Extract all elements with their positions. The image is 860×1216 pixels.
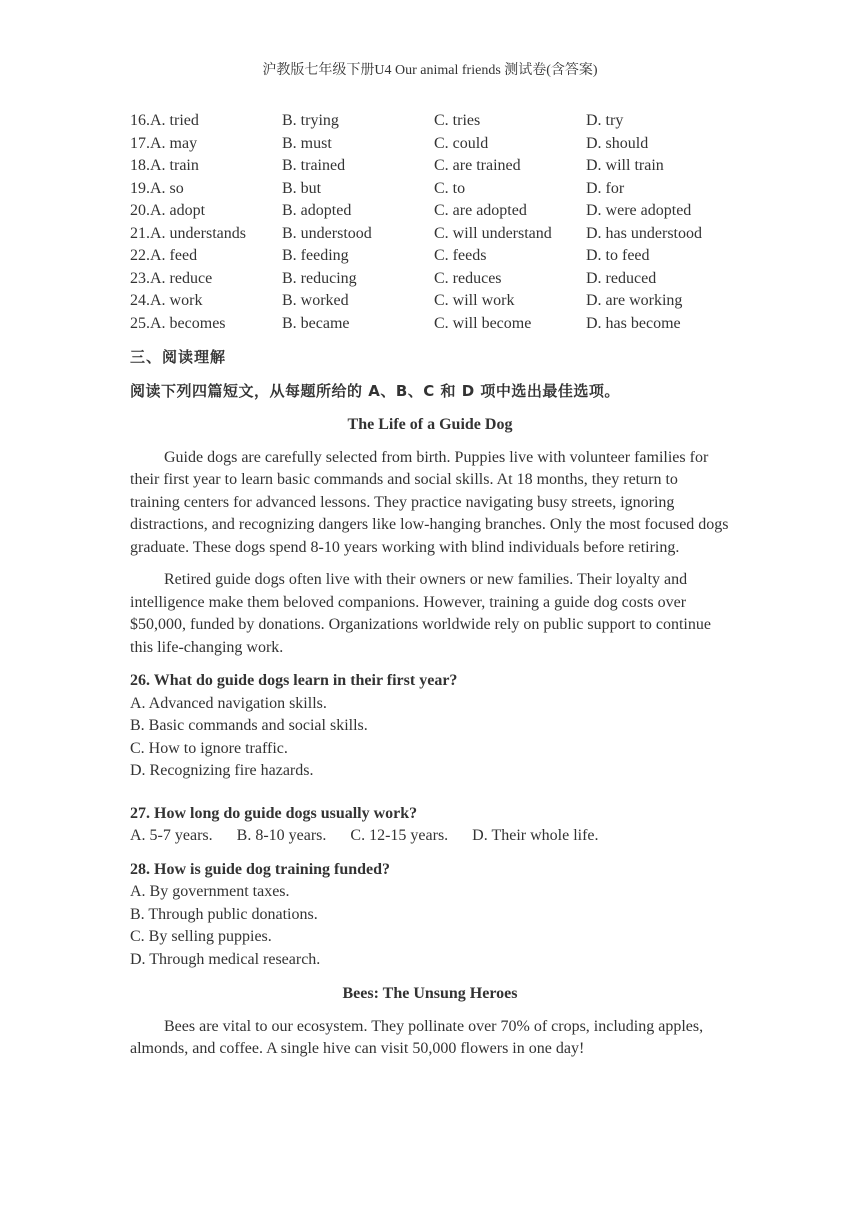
question-option: A. Advanced navigation skills. (130, 694, 327, 712)
question-option: C. 12-15 years. (350, 827, 449, 844)
option-b: B. trained (282, 157, 346, 174)
question-option: A. 5-7 years. (130, 827, 213, 844)
option-c: C. are adopted (434, 202, 527, 219)
option-a: 17.A. may (130, 134, 198, 152)
option-b: B. feeding (282, 247, 349, 264)
option-d: D. try (586, 112, 624, 129)
question-option: D. Through medical research. (130, 950, 321, 968)
option-a: 23.A. reduce (130, 269, 213, 287)
question-option: A. By government taxes. (130, 883, 290, 900)
option-d: D. will train (586, 157, 664, 174)
question-options-inline (130, 825, 730, 848)
option-c: C. will work (434, 292, 515, 309)
option-d: D. to feed (586, 247, 650, 264)
option-d: D. reduced (586, 269, 657, 287)
page-header: 沪教版七年级下册U4 Our animal friends 测试卷(含答案) (262, 63, 598, 78)
option-d: D. has understood (586, 224, 702, 242)
option-row-16 (130, 110, 702, 133)
option-b: B. but (282, 179, 322, 197)
option-a: 24.A. work (130, 292, 203, 309)
question-stem-28: 28. How is guide dog training funded? (130, 860, 391, 878)
option-row-22 (130, 245, 702, 268)
option-row-18 (130, 155, 702, 178)
section-title: 三、阅读理解 (130, 348, 227, 366)
option-b: B. understood (282, 224, 372, 242)
question-stem-26: 26. What do guide dogs learn in their first year? (130, 672, 458, 689)
passage-paragraph: Bees are vital to our ecosystem. They pollinate over 70% of crops, including apples, almonds, and coffee. A single hive can visit 50,000 flowers in one day! (130, 1017, 704, 1057)
passage-title-guide-dog: The Life of a Guide Dog (347, 416, 513, 433)
option-d: D. for (586, 179, 625, 197)
cloze-options-table (130, 110, 702, 335)
option-b: B. reducing (282, 269, 357, 287)
option-a: 18.A. train (130, 157, 199, 174)
option-d: D. should (586, 134, 649, 152)
option-c: C. are trained (434, 157, 521, 174)
option-d: D. were adopted (586, 202, 692, 219)
instruction: 阅读下列四篇短文，从每题所给的 A、B、C 和 D 项中选出最佳选项。 (130, 381, 620, 400)
option-c: C. will become (434, 314, 532, 332)
passage-paragraph: Retired guide dogs often live with their owners or new families. Their loyalty and intelligence make them beloved companions. However, training a guide dog costs over $50,000, funded by donations. Organizations worldwide rely on public support to continue this life-changing work. (130, 571, 711, 656)
question-stem-27: 27. How long do guide dogs usually work? (130, 804, 418, 822)
option-c: C. will understand (434, 224, 552, 242)
question-option: D. Their whole life. (472, 827, 599, 844)
option-b: B. adopted (282, 202, 352, 219)
page-body (130, 110, 730, 1061)
question-option: C. By selling puppies. (130, 928, 272, 945)
option-row-23 (130, 268, 702, 291)
option-row-25 (130, 313, 702, 336)
option-c: C. tries (434, 112, 481, 129)
option-b: B. became (282, 314, 350, 332)
option-a: 25.A. becomes (130, 314, 226, 332)
option-a: 19.A. so (130, 179, 184, 197)
option-c: C. reduces (434, 269, 502, 287)
option-a: 16.A. tried (130, 112, 199, 129)
option-a: 22.A. feed (130, 247, 198, 264)
option-row-20 (130, 200, 702, 223)
option-row-24 (130, 290, 702, 313)
option-a: 21.A. understands (130, 224, 246, 242)
option-b: B. must (282, 134, 332, 152)
spacer (130, 783, 730, 803)
option-row-21 (130, 223, 702, 246)
option-row-19 (130, 178, 702, 201)
question-option: B. 8-10 years. (236, 827, 327, 844)
option-c: C. to (434, 179, 466, 197)
option-d: D. are working (586, 292, 683, 309)
option-d: D. has become (586, 314, 681, 332)
option-c: C. feeds (434, 247, 487, 264)
question-option: C. How to ignore traffic. (130, 739, 288, 757)
question-option: B. Basic commands and social skills. (130, 717, 368, 734)
option-b: B. trying (282, 112, 339, 129)
passage-title-bees: Bees: The Unsung Heroes (342, 985, 518, 1002)
passage-paragraph: Guide dogs are carefully selected from birth. Puppies live with volunteer families for their first year to learn basic commands and social skills. At 18 months, they return to training centers for advanced lessons. They practice navigating busy streets, ignoring distractions, and recognizing dangers like low-hanging branches. Only the most focused dogs graduate. These dogs spend 8-10 years working with blind individuals before retiring. (130, 448, 729, 556)
question-option: D. Recognizing fire hazards. (130, 762, 314, 779)
option-b: B. worked (282, 292, 349, 309)
option-c: C. could (434, 134, 489, 152)
question-option: B. Through public donations. (130, 905, 318, 923)
option-a: 20.A. adopt (130, 202, 206, 219)
option-row-17 (130, 133, 702, 156)
